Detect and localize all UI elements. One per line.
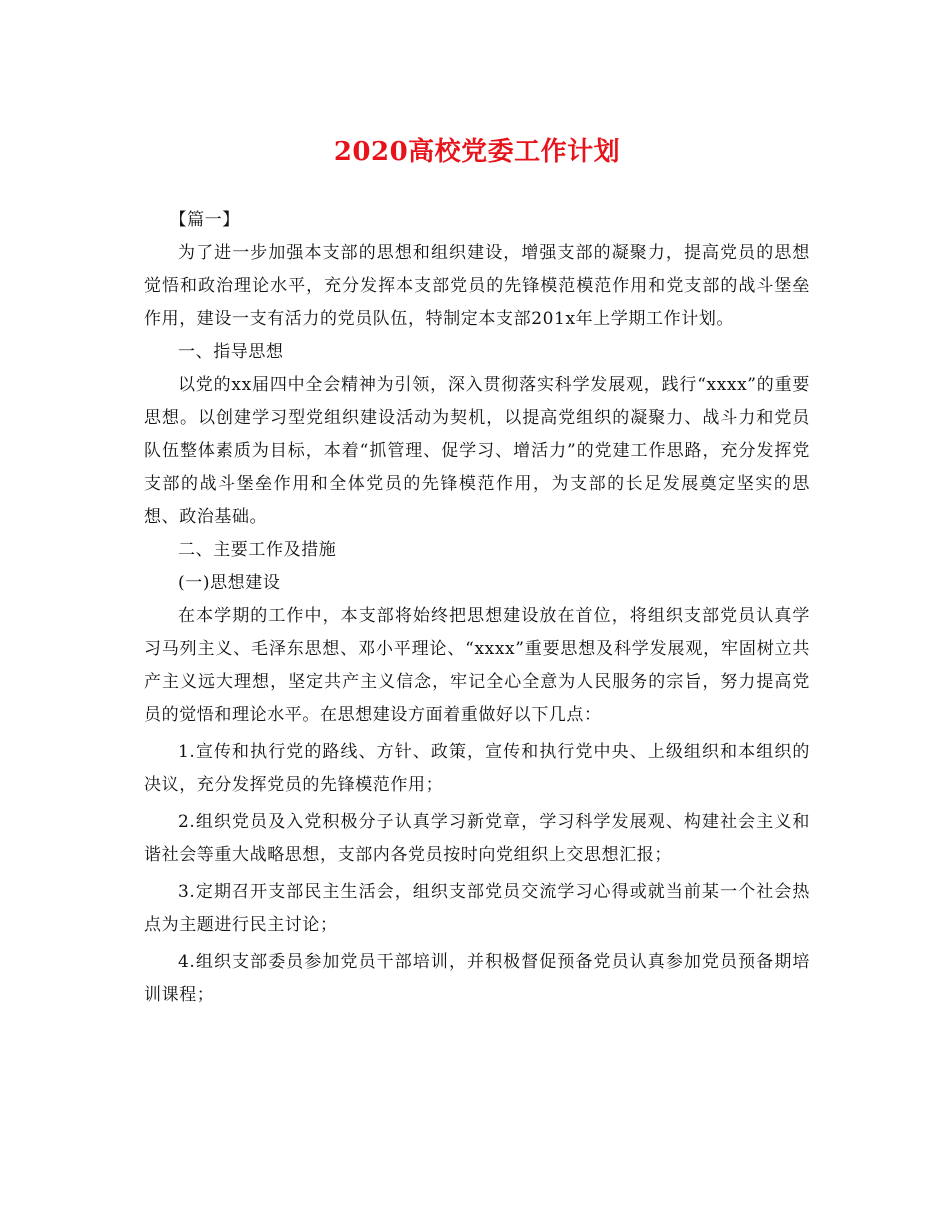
heading-main-work: 二、主要工作及措施 <box>178 540 337 560</box>
list-item-4: 4.组织支部委员参加党员干部培训，并积极督促预备党员认真参加党员预备期培训课程； <box>144 952 810 1005</box>
section-tag: 【篇一】 <box>169 210 240 230</box>
list-item-2: 2.组织党员及入党积极分子认真学习新党章，学习科学发展观、构建社会主义和谐社会等重大战略思想，支部内各党员按时向党组织上交思想汇报； <box>144 812 810 865</box>
ideology-paragraph: 在本学期的工作中，本支部将始终把思想建设放在首位，将组织支部党员认真学习马列主义、毛泽东思想、邓小平理论、“xxxx”重要思想及科学发展观，牢固树立共产主义远大理想，坚定共产主义信念，牢记全心全意为人民服务的宗旨，努力提高党员的觉悟和理论水平。在思想建设方面着重做好以下几点： <box>144 606 810 725</box>
list-item-1: 1.宣传和执行党的路线、方针、政策，宣传和执行党中央、上级组织和本组织的决议，充分发挥党员的先锋模范作用； <box>144 742 810 795</box>
document-title: 2020高校党委工作计划 <box>333 137 621 167</box>
list-item-3: 3.定期召开支部民主生活会，组织支部党员交流学习心得或就当前某一个社会热点为主题进行民主讨论； <box>144 882 810 935</box>
guiding-thought-paragraph: 以党的xx届四中全会精神为引领，深入贯彻落实科学发展观，践行“xxxx”的重要思想。以创建学习型党组织建设活动为契机，以提高党组织的凝聚力、战斗力和党员队伍整体素质为目标，本着“抓管理、促学习、增活力”的党建工作思路，充分发挥党支部的战斗堡垒作用和全体党员的先锋模范作用，为支部的长足发展奠定坚实的思想、政治基础。 <box>144 375 810 527</box>
intro-paragraph: 为了进一步加强本支部的思想和组织建设，增强支部的凝聚力，提高党员的思想觉悟和政治理论水平，充分发挥本支部党员的先锋模范模范作用和党支部的战斗堡垒作用，建设一支有活力的党员队伍，特制定本支部201x年上学期工作计划。 <box>144 243 810 329</box>
subheading-ideology: (一)思想建设 <box>178 573 281 593</box>
heading-guiding-thought: 一、指导思想 <box>178 342 284 362</box>
